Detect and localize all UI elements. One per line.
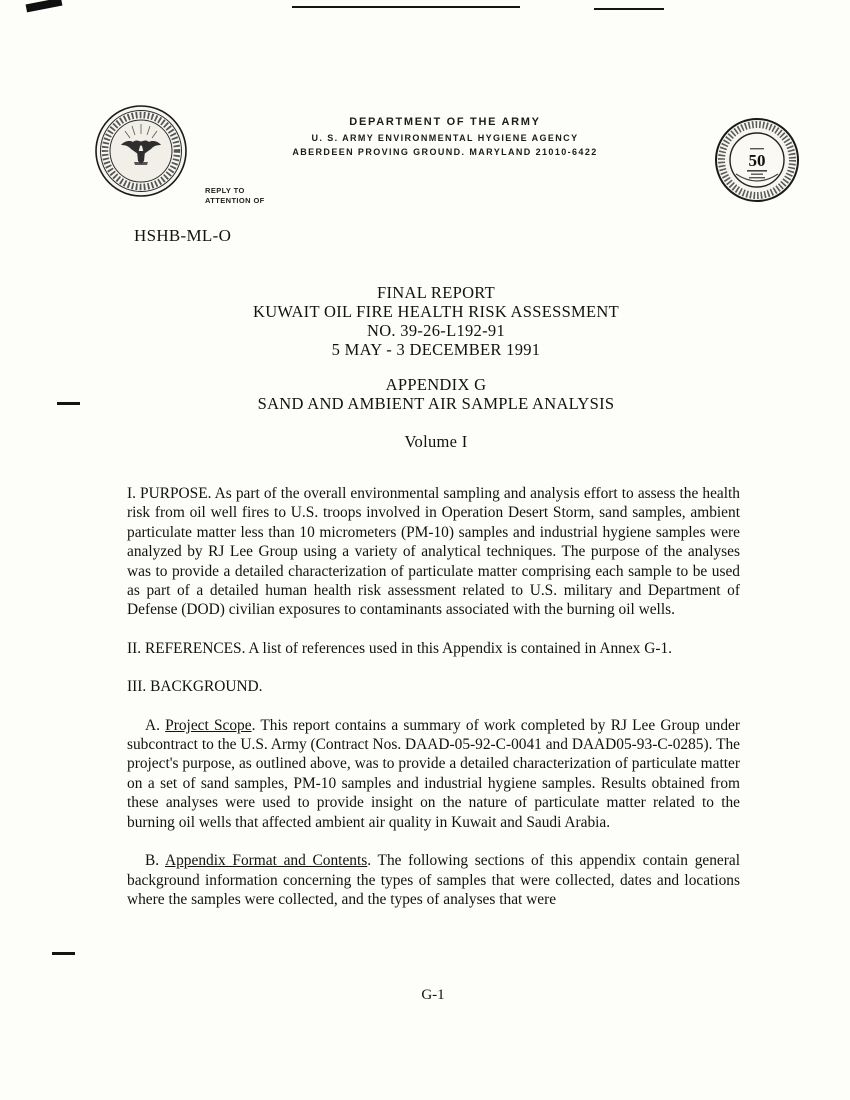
report-dates: 5 MAY - 3 DECEMBER 1991 [331, 340, 541, 359]
page-number: G-1 [421, 987, 445, 1003]
reply-to-line1: REPLY TO [205, 186, 245, 195]
appendix-label: APPENDIX G [385, 375, 487, 394]
reply-to-attention-of [205, 186, 265, 206]
report-type: FINAL REPORT [377, 283, 495, 302]
margin-tick [57, 402, 80, 405]
scan-corner-mark [26, 0, 63, 12]
paragraph-project-scope [127, 716, 740, 832]
section-a-body: . This report contains a summary of work completed by RJ Lee Group under subcontract to the U.S. Army (Contract Nos. DAAD-05-92-C-0041 and DAAD05-93-C-0285). The project's purpose, as outlined above, was to provide a detailed characterization of particulate matter on a set of sand samples, PM-10 samples and industrial hygiene samples. Results obtained from these analyses were used to provide insight on the nature of particulate matter related to the burning oil wells that affected ambient air quality in Kuwait and Saudi Arabia. [127, 716, 740, 831]
scan-line [292, 6, 520, 8]
letterhead-agency: U. S. ARMY ENVIRONMENTAL HYGIENE AGENCY [311, 133, 579, 143]
section-b-body: . The following sections of this appendix contain general background information concerning the types of samples that were collected, dates and locations where the samples were collected, and the types of analyses that were [127, 852, 740, 908]
appendix-title: SAND AND AMBIENT AIR SAMPLE ANALYSIS [257, 394, 615, 413]
report-number: NO. 39-26-L192-91 [367, 321, 505, 340]
letterhead [245, 116, 645, 157]
letterhead-address: ABERDEEN PROVING GROUND. MARYLAND 21010-6422 [292, 147, 598, 157]
section-b-heading: Appendix Format and Contents [164, 852, 368, 870]
dod-seal-icon [94, 104, 188, 198]
anniversary-50-seal-icon [714, 117, 800, 203]
title-block [127, 283, 745, 451]
document-body [127, 484, 740, 928]
letterhead-department: DEPARTMENT OF THE ARMY [349, 116, 541, 128]
volume-label: Volume I [404, 432, 468, 451]
report-title: KUWAIT OIL FIRE HEALTH RISK ASSESSMENT [252, 302, 620, 321]
section-b-prefix: B. [145, 852, 165, 870]
paragraph-references: II. REFERENCES. A list of references used in this Appendix is contained in Annex G-1. [127, 639, 673, 657]
section-a-heading: Project Scope [165, 716, 252, 734]
office-symbol: HSHB-ML-O [134, 226, 232, 245]
paragraph-purpose: I. PURPOSE. As part of the overall environmental sampling and analysis effort to assess the health risk from oil well fires to U.S. troops involved in Operation Desert Storm, sand samples, ambient particulate matter less than 10 micrometers (PM-10) samples and industrial hygiene samples were analyzed by RJ Lee Group using a variety of analytical techniques. The purpose of the analyses was to provide a detailed characterization of particulate matter comprising each sample to be used as part of a detailed human health risk assessment related to U.S. military and Department of Defense (DOD) civilian exposures to contaminants associated with the burning oil wells. [127, 485, 740, 619]
paragraph-background: III. BACKGROUND. [127, 678, 263, 696]
anniversary-number: 50 [748, 151, 766, 170]
margin-tick [52, 952, 75, 955]
section-a-prefix: A. [145, 716, 166, 734]
reply-to-line2: ATTENTION OF [205, 196, 265, 206]
scan-line [594, 8, 664, 10]
paragraph-appendix-format [127, 851, 740, 909]
